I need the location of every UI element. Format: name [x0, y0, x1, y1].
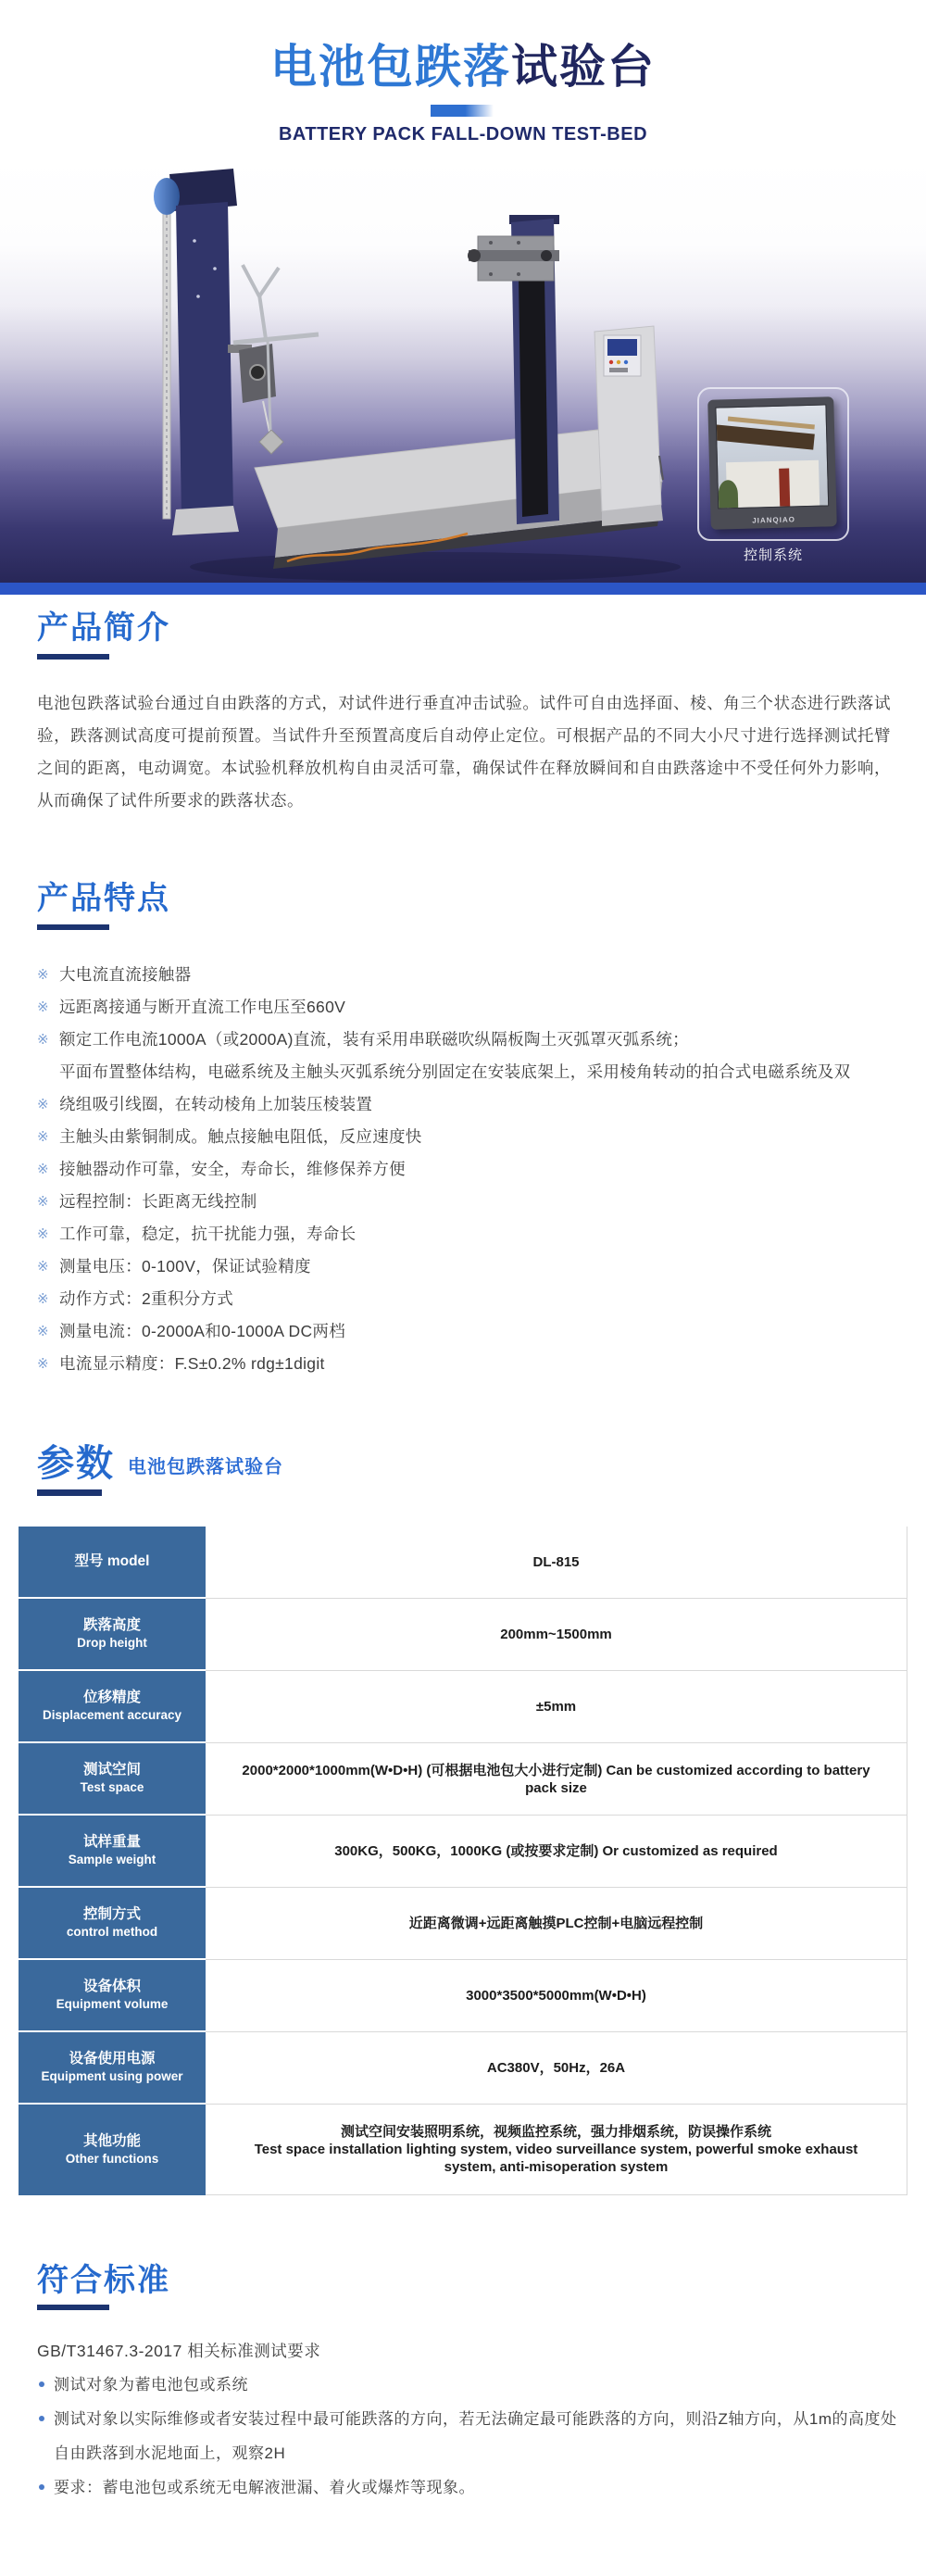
row-header-cn: 设备体积: [82, 1979, 141, 1994]
row-header-cell: [19, 1671, 206, 1743]
row-header-cell: [19, 1743, 206, 1816]
row-header-cn: 型号 model: [74, 1553, 150, 1569]
bullet-dot-icon: [39, 2381, 44, 2387]
value-line: ±5mm: [535, 1699, 577, 1715]
params-subtitle: 电池包跌落试验台: [128, 1457, 283, 1477]
row-header-en: Equipment using power: [41, 2069, 183, 2083]
row-value-cell: [206, 1671, 907, 1743]
row-header-cell: [19, 1599, 206, 1671]
feature-text: 接触器动作可靠，安全，寿命长，维修保养方便: [59, 1160, 406, 1178]
row-header-en: Displacement accuracy: [42, 1708, 182, 1722]
feature-marker-icon: ※: [37, 1031, 49, 1048]
row-header-cn: 试样重量: [82, 1834, 141, 1850]
row-value-cell: [206, 1599, 907, 1671]
title-accent-bar: [431, 105, 494, 117]
feature-text: 平面布置整体结构，电磁系统及主触头灭弧系统分别固定在安装底架上，采用棱角转动的拍合式电磁系统及双: [59, 1062, 851, 1081]
spec-table: [19, 1527, 907, 2195]
monitor-screen: [715, 404, 829, 509]
row-header-en: Sample weight: [68, 1853, 156, 1866]
feature-text: 测量电压：0-100V，保证试验精度: [59, 1257, 311, 1275]
feature-text: 动作方式：2重积分方式: [59, 1289, 234, 1308]
value-line: 300KG，500KG，1000KG (或按要求定制) Or customized as required: [334, 1843, 778, 1859]
control-system-label: 控制系统: [743, 547, 803, 563]
feature-list: [37, 958, 898, 1379]
table-row: [19, 1671, 907, 1743]
row-header-en: Equipment volume: [56, 1997, 169, 2011]
monitor-photo-door: [779, 469, 790, 507]
standards-heading: 符合标准: [37, 2263, 170, 2298]
row-value-cell: [206, 1960, 907, 2032]
feature-item: [37, 1217, 898, 1250]
feature-item: [37, 1087, 898, 1120]
feature-text: 远程控制：长距离无线控制: [59, 1192, 257, 1211]
intro-paragraph: 电池包跌落试验台通过自由跌落的方式，对试件进行垂直冲击试验。试件可自由选择面、棱、角三个状态进行跌落试验，跌落测试高度可提前预置。当试件升至预置高度后自动停止定位。可根据产品的不同大小尺寸进行选择测试托臂之间的距离，电动调宽。本试验机释放机构自由灵活可靠，确保试件在释放瞬间和自由跌落途中不受任何外力影响，从而确保了试件所要求的跌落状态。: [37, 694, 891, 810]
feature-marker-icon: ※: [37, 1323, 49, 1339]
standards-heading-underline: [37, 2305, 109, 2310]
row-header-cell: [19, 2032, 206, 2105]
row-header-en: Test space: [80, 1780, 144, 1794]
standards-item: [37, 2368, 898, 2402]
value-line: AC380V，50Hz，26A: [486, 2060, 626, 2076]
row-header-cell: [19, 1816, 206, 1888]
row-header-cell: [19, 2105, 206, 2195]
params-title: 参数: [37, 1443, 115, 1484]
value-line: 2000*2000*1000mm(W•D•H) (可根据电池包大小进行定制) Can be customized according to battery pack size: [242, 1762, 870, 1796]
table-row: [19, 1888, 907, 1960]
row-header-cn: 跌落高度: [82, 1617, 141, 1633]
table-row: [19, 2032, 907, 2105]
bullet-dot-icon: [39, 2484, 44, 2490]
row-header-en: control method: [66, 1925, 158, 1939]
feature-item: [37, 1282, 898, 1314]
value-line: 测试空间安装照明系统，视频监控系统，强力排烟系统，防误操作系统: [340, 2124, 771, 2140]
feature-item: [37, 1347, 898, 1379]
feature-item: [37, 1120, 898, 1152]
feature-item: [37, 1152, 898, 1185]
feature-item: [37, 1314, 898, 1347]
standards-intro: GB/T31467.3-2017 相关标准测试要求: [37, 2342, 321, 2360]
value-line: 近距离微调+远距离触摸PLC控制+电脑远程控制: [408, 1916, 704, 1931]
intro-heading-underline: [37, 654, 109, 660]
row-header-cn: 测试空间: [82, 1762, 141, 1778]
row-value-cell: [206, 2105, 907, 2195]
standards-item-text: 测试对象以实际维修或者安装过程中最可能跌落的方向，若无法确定最可能跌落的方向，则沿Z轴方向，从1m的高度处自由跌落到水泥地面上，观察2H: [54, 2410, 897, 2462]
standards-item: [37, 2402, 898, 2470]
feature-item: [37, 1250, 898, 1282]
table-row: [19, 1960, 907, 2032]
feature-item: [37, 990, 898, 1023]
feature-marker-icon: ※: [37, 1161, 49, 1177]
row-header-cn: 位移精度: [82, 1690, 141, 1705]
intro-heading: 产品简介: [37, 610, 170, 646]
value-line: 200mm~1500mm: [500, 1627, 612, 1642]
feature-text: 工作可靠，稳定，抗干扰能力强，寿命长: [59, 1225, 357, 1243]
feature-marker-icon: ※: [37, 1355, 49, 1372]
table-row: [19, 1816, 907, 1888]
row-value-cell: [206, 1816, 907, 1888]
feature-text: 主触头由紫铜制成。触点接触电阻低，反应速度快: [59, 1127, 422, 1146]
params-heading-underline: [37, 1489, 102, 1496]
row-header-cell: [19, 1960, 206, 2032]
value-line: Test space installation lighting system, video surveillance system, powerful smoke exhaust system, anti-misoperation system: [254, 2142, 858, 2175]
table-row: [19, 1599, 907, 1671]
page-title: [0, 39, 926, 94]
bullet-dot-icon: [39, 2416, 44, 2421]
feature-text: 额定工作电流1000A（或2000A)直流，装有采用串联磁吹纵隔板陶土灭弧罩灭弧系统；: [59, 1030, 689, 1049]
feature-text: 远距离接通与断开直流工作电压至660V: [59, 998, 346, 1016]
row-value-cell: [206, 1527, 907, 1599]
hero-bottom-strip: [0, 583, 926, 595]
feature-marker-icon: ※: [37, 999, 49, 1015]
table-row: [19, 2105, 907, 2195]
features-heading: 产品特点: [37, 881, 170, 916]
monitor-photo-wall: [726, 460, 819, 508]
page-subtitle-en: BATTERY PACK FALL-DOWN TEST-BED: [278, 124, 648, 145]
row-header-cell: [19, 1888, 206, 1960]
row-value-cell: [206, 2032, 907, 2105]
table-row: [19, 1527, 907, 1599]
row-value-cell: [206, 1888, 907, 1960]
feature-marker-icon: ※: [37, 1290, 49, 1307]
row-header-en: Drop height: [77, 1636, 147, 1650]
feature-item: [37, 958, 898, 990]
value-line: DL-815: [532, 1554, 580, 1570]
table-row: [19, 1743, 907, 1816]
touchscreen-monitor: [707, 396, 837, 530]
row-header-cell: [19, 1527, 206, 1599]
monitor-brand-label: JIANQIAO: [752, 515, 796, 525]
feature-text: 测量电流：0-2000A和0-1000A DC两档: [59, 1322, 345, 1340]
standards-item: [37, 2470, 898, 2505]
row-header-cn: 其他功能: [82, 2133, 141, 2149]
standards-list: [37, 2368, 898, 2505]
features-heading-underline: [37, 924, 109, 930]
feature-marker-icon: ※: [37, 1258, 49, 1275]
feature-text: 绕组吸引线圈，在转动棱角上加装压棱装置: [59, 1095, 373, 1113]
standards-item-text: 要求：蓄电池包或系统无电解液泄漏、着火或爆炸等现象。: [54, 2479, 475, 2496]
feature-text: 电流显示精度：F.S±0.2% rdg±1digit: [59, 1354, 325, 1373]
hero-image: [0, 157, 926, 595]
feature-item: [37, 1023, 898, 1055]
feature-item: [37, 1055, 898, 1087]
feature-item: [37, 1185, 898, 1217]
feature-marker-icon: ※: [37, 1128, 49, 1145]
row-header-cn: 控制方式: [82, 1906, 141, 1922]
feature-marker-icon: ※: [37, 966, 49, 983]
control-system-inset: [697, 387, 849, 541]
row-header-en: Other functions: [65, 2152, 159, 2166]
feature-marker-icon: ※: [37, 1193, 49, 1210]
feature-marker-icon: ※: [37, 1225, 49, 1242]
page-title-rest: 试验台: [511, 41, 656, 93]
row-header-cn: 设备使用电源: [69, 2051, 156, 2067]
params-heading: [37, 1443, 283, 1484]
feature-marker-icon: ※: [37, 1096, 49, 1112]
page-title-highlight: 电池包跌落: [270, 41, 511, 93]
value-line: 3000*3500*5000mm(W•D•H): [466, 1988, 646, 2004]
feature-text: 大电流直流接触器: [59, 965, 192, 984]
standards-item-text: 测试对象为蓄电池包或系统: [54, 2376, 248, 2394]
row-value-cell: [206, 1743, 907, 1816]
